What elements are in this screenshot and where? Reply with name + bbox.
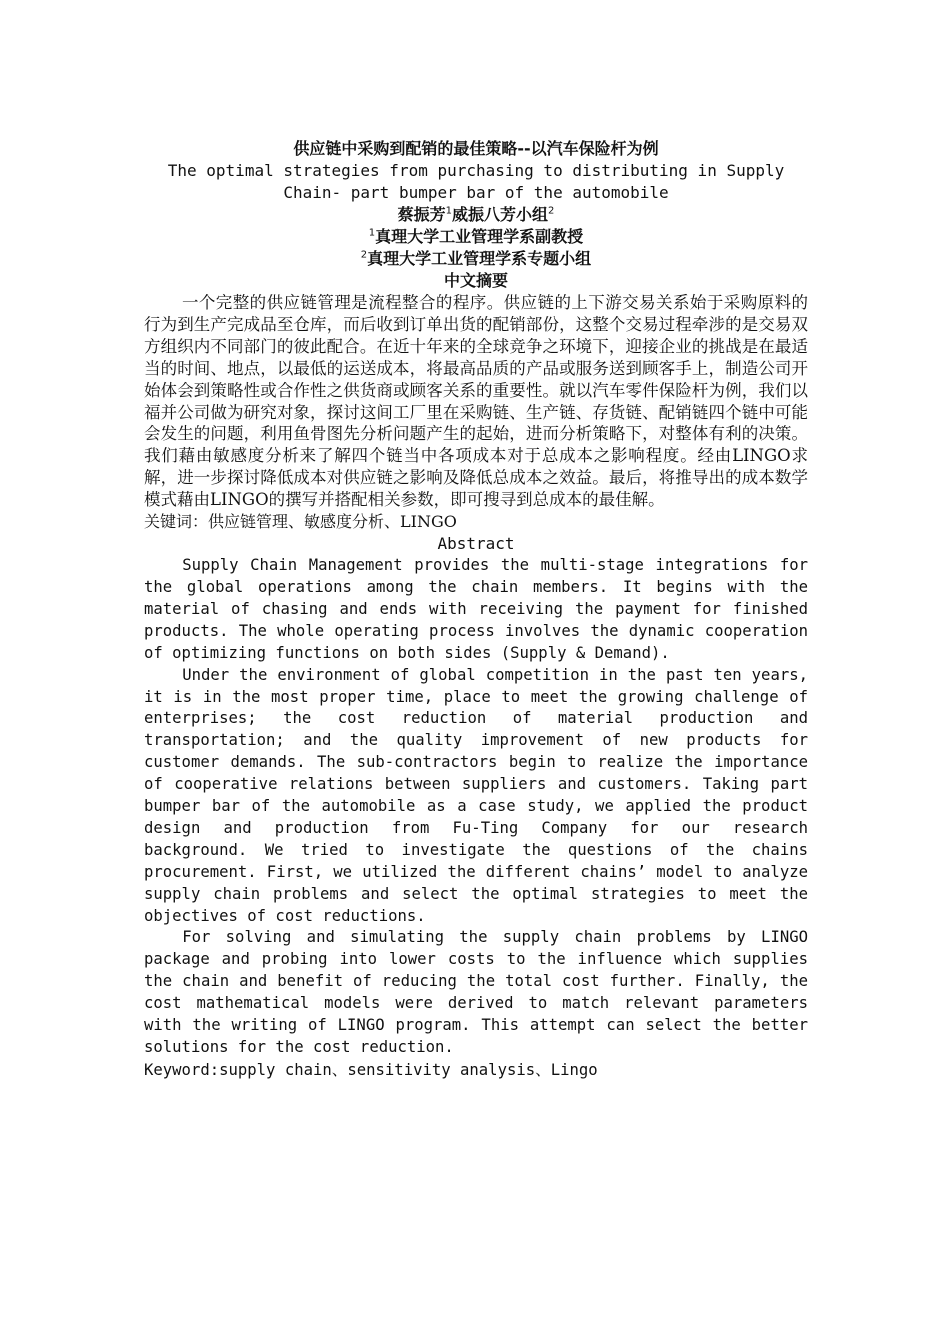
affiliation-2-text: 真理大学工业管理学系专题小组 [367, 249, 592, 268]
affiliation-1-text: 真理大学工业管理学系副教授 [375, 227, 584, 246]
english-abstract-paragraph-3: For solving and simulating the supply chain problems by LINGO package and probing into lower costs to the influence which supplies the chain and benefit of reducing the total cost further. Finally, the cost mathematical models were derived to match relevant parameters with the writing of LINGO program. This attempt can select the better solutions for the cost reduction. [144, 928, 808, 1056]
chinese-abstract-heading: 中文摘要 [443, 271, 508, 290]
affiliation-1 [144, 226, 808, 248]
author-line [144, 204, 808, 226]
author-2: 威振八芳小组 [452, 205, 549, 224]
english-abstract-paragraph-1: Supply Chain Management provides the multi-stage integrations for the global operations among the chain members. It begins with the material of chasing and ends with receiving the payment for finished products. The whole operating process involves the dynamic cooperation of optimizing functions on both sides (Supply & Demand). [144, 556, 808, 662]
author-1: 蔡振芳 [397, 205, 446, 224]
affiliation-2-superscript: 2 [360, 249, 368, 261]
title-english: The optimal strategies from purchasing to distributing in Supply Chain- part bumper bar of the automobile [167, 161, 785, 202]
affiliation-1-superscript: 1 [368, 227, 376, 239]
chinese-abstract-body: 一个完整的供应链管理是流程整合的程序。供应链的上下游交易关系始于采购原料的行为到生产完成品至仓库，而后收到订单出货的配销部份，这整个交易过程牵涉的是交易双方组织内不同部门的彼此配合。在近十年来的全球竞争之环境下，迎接企业的挑战是在最适当的时间、地点，以最低的运送成本，将最高品质的产品或服务送到顾客手上，制造公司开始体会到策略性或合作性之供货商或顾客关系的重要性。就以汽车零件保险杆为例，我们以福并公司做为研究对象，探讨这间工厂里在采购链、生产链、存货链、配销链四个链中可能会发生的问题，利用鱼骨图先分析问题产生的起始，进而分析策略下，对整体有利的决策。我们藉由敏感度分析来了解四个链当中各项成本对于总成本之影响程度。经由LINGO求解，进一步探讨降低成本对供应链之影响及降低总成本之效益。最后，将推导出的成本数学模式藉由LINGO的撰写并搭配相关参数，即可搜寻到总成本的最佳解。 [144, 293, 808, 510]
affiliation-2 [144, 248, 808, 270]
english-abstract-paragraph-2: Under the environment of global competition in the past ten years, it is in the most proper time, place to meet the growing challenge of enterprises; the cost reduction of material production and transportation; and the quality improvement of new products for customer demands. The sub-contractors begin to realize the importance of cooperative relations between suppliers and customers. Taking part bumper bar of the automobile as a case study, we applied the product design and production from Fu-Ting Company for our research background. We tried to investigate the questions of the chains procurement. First, we utilized the different chains’ model to analyze supply chain problems and select the optimal strategies to meet the objectives of cost reductions. [144, 665, 808, 925]
paper-page [144, 138, 808, 1081]
english-keywords: Keyword:supply chain、sensitivity analysis、Lingo [144, 1060, 598, 1079]
author-2-superscript: 2 [548, 205, 555, 217]
chinese-keywords: 关键词：供应链管理、敏感度分析、LINGO [144, 512, 457, 532]
author-1-superscript: 1 [445, 205, 452, 217]
title-chinese: 供应链中采购到配销的最佳策略--以汽车保险杆为例 [293, 139, 659, 158]
english-abstract-heading: Abstract [437, 534, 515, 554]
